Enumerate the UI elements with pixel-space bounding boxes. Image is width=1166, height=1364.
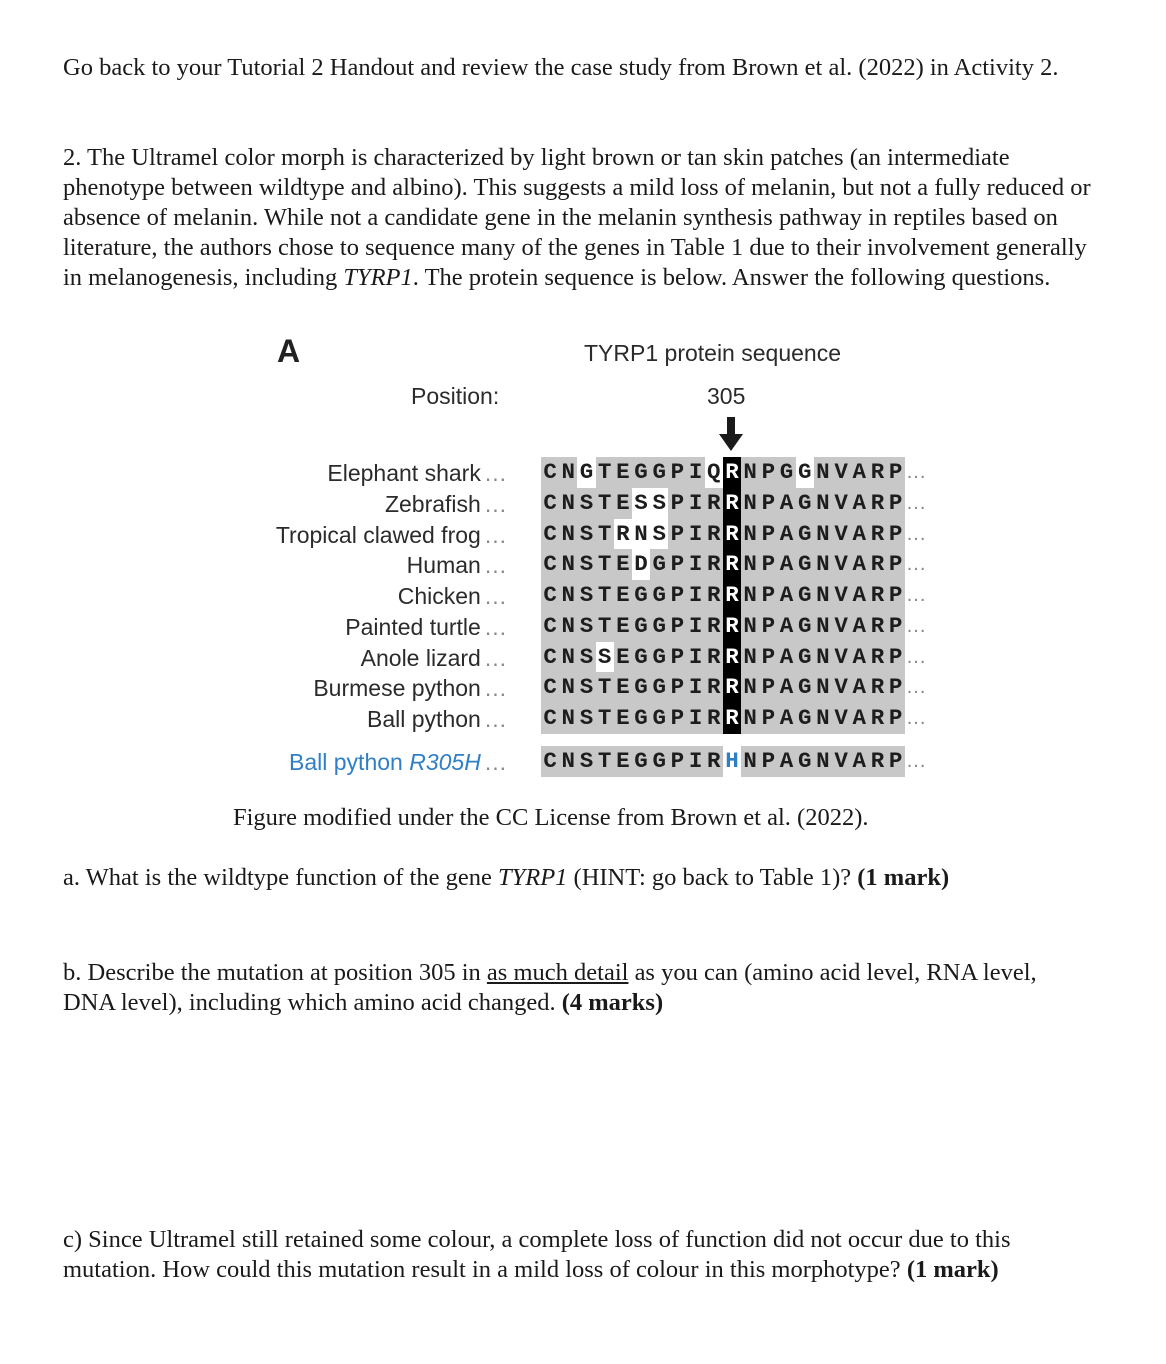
amino-acid: P <box>759 519 777 550</box>
amino-acid: R <box>868 519 886 550</box>
amino-acid: A <box>777 703 795 734</box>
amino-acid: P <box>887 672 905 703</box>
amino-acid: G <box>777 457 795 488</box>
amino-acid: E <box>614 703 632 734</box>
amino-acid: C <box>541 457 559 488</box>
amino-acid: T <box>596 457 614 488</box>
amino-acid: T <box>596 549 614 580</box>
amino-acid: C <box>541 519 559 550</box>
amino-acid: P <box>668 549 686 580</box>
amino-acid: E <box>614 549 632 580</box>
amino-acid: N <box>559 703 577 734</box>
trailing-ellipsis: ... <box>906 523 927 545</box>
amino-acid: R <box>868 549 886 580</box>
amino-acid: I <box>687 672 705 703</box>
amino-acid: P <box>887 519 905 550</box>
amino-acid: G <box>632 611 650 642</box>
amino-acid: P <box>759 580 777 611</box>
amino-acid: N <box>559 457 577 488</box>
amino-acid: R <box>705 672 723 703</box>
amino-acid: P <box>759 642 777 673</box>
leading-ellipsis: ... <box>484 522 507 548</box>
species-name: Elephant shark <box>327 460 481 486</box>
species-label <box>345 613 507 641</box>
amino-acid: V <box>832 642 850 673</box>
amino-acid: G <box>632 642 650 673</box>
species-sequence <box>541 703 926 734</box>
amino-acid: A <box>850 519 868 550</box>
residue-305: R <box>723 549 741 580</box>
amino-acid: G <box>650 642 668 673</box>
amino-acid: S <box>577 703 595 734</box>
amino-acid: G <box>650 746 668 777</box>
amino-acid: R <box>868 488 886 519</box>
residue-305: R <box>723 703 741 734</box>
species-name: Ball python <box>289 749 410 775</box>
down-arrow-icon <box>718 417 744 453</box>
amino-acid: C <box>541 611 559 642</box>
amino-acid: R <box>705 488 723 519</box>
amino-acid: T <box>596 611 614 642</box>
amino-acid: A <box>850 703 868 734</box>
amino-acid: E <box>614 457 632 488</box>
mutated-residue: H <box>723 746 741 777</box>
question-b-emphasis: as much detail <box>486 959 629 986</box>
species-sequence <box>541 519 926 550</box>
leading-ellipsis: ... <box>484 614 507 640</box>
trailing-ellipsis: ... <box>906 646 927 668</box>
amino-acid: P <box>668 642 686 673</box>
figure-caption <box>233 803 1133 833</box>
amino-acid: P <box>759 457 777 488</box>
amino-acid: N <box>814 580 832 611</box>
amino-acid: N <box>741 519 759 550</box>
trailing-ellipsis: ... <box>906 584 927 606</box>
amino-acid: T <box>596 746 614 777</box>
amino-acid: R <box>705 519 723 550</box>
species-sequence <box>541 549 926 580</box>
amino-acid: A <box>777 642 795 673</box>
amino-acid: P <box>759 611 777 642</box>
amino-acid: A <box>850 580 868 611</box>
amino-acid: R <box>705 642 723 673</box>
amino-acid: N <box>814 611 832 642</box>
amino-acid: V <box>832 746 850 777</box>
amino-acid: G <box>796 642 814 673</box>
species-sequence <box>541 672 926 703</box>
variant-residue: N <box>632 519 650 550</box>
amino-acid: G <box>632 457 650 488</box>
amino-acid: I <box>687 580 705 611</box>
amino-acid: R <box>705 611 723 642</box>
species-name: Zebrafish <box>384 491 481 517</box>
amino-acid: N <box>814 672 832 703</box>
intro-paragraph <box>63 53 1093 83</box>
species-name: Human <box>406 552 481 578</box>
amino-acid: C <box>541 672 559 703</box>
species-name: Burmese python <box>313 675 481 701</box>
amino-acid: A <box>850 611 868 642</box>
amino-acid: G <box>632 746 650 777</box>
amino-acid: T <box>596 519 614 550</box>
amino-acid: P <box>887 746 905 777</box>
amino-acid: A <box>777 672 795 703</box>
amino-acid: N <box>559 519 577 550</box>
amino-acid: G <box>650 580 668 611</box>
question-c-marks: (1 mark) <box>906 1256 999 1283</box>
question-2-text-end: . The protein sequence is below. Answer the following questions. <box>412 264 1051 291</box>
mutation-name: R305H <box>409 749 481 775</box>
species-label <box>398 582 507 610</box>
residue-305: R <box>723 488 741 519</box>
amino-acid: V <box>832 703 850 734</box>
trailing-ellipsis: ... <box>906 553 927 575</box>
variant-residue: D <box>632 549 650 580</box>
amino-acid: R <box>868 611 886 642</box>
amino-acid: G <box>796 519 814 550</box>
amino-acid: P <box>887 457 905 488</box>
amino-acid: V <box>832 488 850 519</box>
leading-ellipsis: ... <box>484 749 507 775</box>
variant-residue: G <box>796 457 814 488</box>
question-b-text-end: as you can (amino acid level, RNA level, DNA level), including which amino acid changed. <box>63 959 1037 1016</box>
amino-acid: N <box>814 746 832 777</box>
amino-acid: R <box>868 457 886 488</box>
residue-305: R <box>723 457 741 488</box>
species-name: Painted turtle <box>345 614 481 640</box>
variant-residue: S <box>650 488 668 519</box>
amino-acid: N <box>814 519 832 550</box>
amino-acid: G <box>796 549 814 580</box>
amino-acid: V <box>832 611 850 642</box>
species-sequence <box>541 488 926 519</box>
amino-acid: R <box>705 746 723 777</box>
amino-acid: A <box>777 611 795 642</box>
leading-ellipsis: ... <box>484 706 507 732</box>
question-b-text: b. Describe the mutation at position 305 in <box>63 959 487 986</box>
species-name: Tropical clawed frog <box>275 522 481 548</box>
leading-ellipsis: ... <box>484 583 507 609</box>
species-name: Anole lizard <box>360 645 481 671</box>
amino-acid: N <box>559 549 577 580</box>
amino-acid: S <box>577 642 595 673</box>
amino-acid: I <box>687 642 705 673</box>
amino-acid: R <box>868 580 886 611</box>
leading-ellipsis: ... <box>484 460 507 486</box>
amino-acid: G <box>632 703 650 734</box>
amino-acid: R <box>868 672 886 703</box>
amino-acid: P <box>887 549 905 580</box>
amino-acid: A <box>777 549 795 580</box>
amino-acid: I <box>687 519 705 550</box>
amino-acid: R <box>868 746 886 777</box>
amino-acid: P <box>668 703 686 734</box>
species-sequence <box>541 457 926 488</box>
gene-name: TYRP1 <box>343 264 413 291</box>
trailing-ellipsis: ... <box>906 461 927 483</box>
question-c <box>63 1225 1093 1285</box>
amino-acid: V <box>832 672 850 703</box>
amino-acid: N <box>814 488 832 519</box>
amino-acid: N <box>741 642 759 673</box>
species-label <box>313 674 507 702</box>
amino-acid: A <box>850 746 868 777</box>
amino-acid: S <box>577 519 595 550</box>
species-label <box>361 644 507 672</box>
amino-acid: P <box>759 703 777 734</box>
amino-acid: P <box>759 549 777 580</box>
amino-acid: N <box>559 488 577 519</box>
mutant-sequence <box>541 746 926 777</box>
amino-acid: G <box>796 672 814 703</box>
question-2-text: 2. The Ultramel color morph is characterized by light brown or tan skin patches (an intermediate phenotype between wildtype and albino). This suggests a mild loss of melanin, but not a fully reduced or absence of melanin. While not a candidate gene in the melanin synthesis pathway in reptiles based on literature, the authors chose to sequence many of the genes in Table 1 due to their involvement generally in melanogenesis, including <box>63 144 1091 291</box>
amino-acid: G <box>650 703 668 734</box>
amino-acid: N <box>559 642 577 673</box>
amino-acid: N <box>741 580 759 611</box>
amino-acid: R <box>705 549 723 580</box>
species-name: Ball python <box>367 706 481 732</box>
amino-acid: T <box>596 580 614 611</box>
amino-acid: N <box>814 703 832 734</box>
amino-acid: S <box>577 672 595 703</box>
variant-residue: S <box>650 519 668 550</box>
species-name: Chicken <box>397 583 481 609</box>
amino-acid: A <box>850 549 868 580</box>
amino-acid: T <box>596 488 614 519</box>
species-sequence <box>541 642 926 673</box>
residue-305: R <box>723 672 741 703</box>
amino-acid: P <box>887 611 905 642</box>
amino-acid: R <box>705 703 723 734</box>
amino-acid: S <box>577 746 595 777</box>
residue-305: R <box>723 642 741 673</box>
question-a <box>63 863 1093 893</box>
amino-acid: N <box>741 672 759 703</box>
amino-acid: A <box>777 580 795 611</box>
leading-ellipsis: ... <box>484 675 507 701</box>
leading-ellipsis: ... <box>484 491 507 517</box>
amino-acid: G <box>650 672 668 703</box>
amino-acid: N <box>741 488 759 519</box>
amino-acid: S <box>577 611 595 642</box>
position-label: Position: <box>411 383 500 409</box>
amino-acid: V <box>832 457 850 488</box>
amino-acid: T <box>596 672 614 703</box>
amino-acid: C <box>541 642 559 673</box>
amino-acid: P <box>759 746 777 777</box>
species-label <box>276 521 507 549</box>
amino-acid: I <box>687 611 705 642</box>
amino-acid: R <box>705 580 723 611</box>
amino-acid: I <box>687 488 705 519</box>
amino-acid: I <box>687 549 705 580</box>
amino-acid: V <box>832 549 850 580</box>
amino-acid: E <box>614 642 632 673</box>
amino-acid: N <box>741 746 759 777</box>
amino-acid: A <box>850 488 868 519</box>
amino-acid: G <box>796 611 814 642</box>
leading-ellipsis: ... <box>484 552 507 578</box>
amino-acid: I <box>687 703 705 734</box>
trailing-ellipsis: ... <box>906 615 927 637</box>
amino-acid: E <box>614 746 632 777</box>
amino-acid: A <box>850 642 868 673</box>
amino-acid: G <box>796 746 814 777</box>
amino-acid: P <box>887 703 905 734</box>
question-a-text: a. What is the wildtype function of the gene <box>63 864 498 891</box>
amino-acid: G <box>796 488 814 519</box>
amino-acid: N <box>814 457 832 488</box>
amino-acid: E <box>614 580 632 611</box>
amino-acid: E <box>614 488 632 519</box>
species-label <box>385 490 507 518</box>
variant-residue: S <box>632 488 650 519</box>
amino-acid: C <box>541 488 559 519</box>
amino-acid: G <box>650 549 668 580</box>
amino-acid: C <box>541 746 559 777</box>
amino-acid: G <box>796 580 814 611</box>
amino-acid: P <box>759 672 777 703</box>
amino-acid: N <box>741 457 759 488</box>
gene-name: TYRP1 <box>497 864 568 891</box>
question-2-paragraph <box>63 143 1093 293</box>
mutant-species-label <box>289 748 507 776</box>
amino-acid: N <box>741 611 759 642</box>
trailing-ellipsis: ... <box>906 707 927 729</box>
question-c-text: c) Since Ultramel still retained some colour, a complete loss of function did not occur due to this mutation. How could this mutation result in a mild loss of colour in this morphotype? <box>63 1226 1011 1283</box>
amino-acid: R <box>868 642 886 673</box>
amino-acid: P <box>668 672 686 703</box>
amino-acid: N <box>814 642 832 673</box>
species-sequence <box>541 611 926 642</box>
amino-acid: N <box>741 703 759 734</box>
amino-acid: P <box>668 457 686 488</box>
amino-acid: A <box>850 457 868 488</box>
amino-acid: G <box>650 611 668 642</box>
species-label <box>367 705 507 733</box>
amino-acid: C <box>541 703 559 734</box>
variant-residue: S <box>596 642 614 673</box>
amino-acid: A <box>850 672 868 703</box>
amino-acid: G <box>632 672 650 703</box>
amino-acid: V <box>832 580 850 611</box>
leading-ellipsis: ... <box>484 645 507 671</box>
amino-acid: C <box>541 549 559 580</box>
amino-acid: A <box>777 746 795 777</box>
caption-text: Figure modified under the CC License from Brown et al. (2022). <box>233 804 869 831</box>
amino-acid: P <box>668 580 686 611</box>
amino-acid: G <box>650 457 668 488</box>
residue-305: R <box>723 580 741 611</box>
amino-acid: N <box>559 746 577 777</box>
amino-acid: N <box>559 611 577 642</box>
species-label <box>407 551 507 579</box>
species-label <box>327 459 507 487</box>
amino-acid: A <box>777 519 795 550</box>
amino-acid: N <box>559 672 577 703</box>
question-b <box>63 958 1093 1018</box>
amino-acid: P <box>668 519 686 550</box>
amino-acid: E <box>614 611 632 642</box>
amino-acid: I <box>687 457 705 488</box>
amino-acid: S <box>577 488 595 519</box>
residue-305: R <box>723 611 741 642</box>
trailing-ellipsis: ... <box>906 492 927 514</box>
panel-letter: A <box>277 333 301 369</box>
amino-acid: P <box>759 488 777 519</box>
variant-residue: Q <box>705 457 723 488</box>
amino-acid: S <box>577 549 595 580</box>
amino-acid: P <box>887 642 905 673</box>
amino-acid: P <box>668 611 686 642</box>
figure-title: TYRP1 protein sequence <box>584 340 841 366</box>
variant-residue: G <box>577 457 595 488</box>
amino-acid: R <box>868 703 886 734</box>
amino-acid: G <box>632 580 650 611</box>
amino-acid: G <box>796 703 814 734</box>
amino-acid: S <box>577 580 595 611</box>
intro-text: Go back to your Tutorial 2 Handout and review the case study from Brown et al. (2022) in Activity 2. <box>63 54 1059 81</box>
amino-acid: A <box>777 488 795 519</box>
amino-acid: P <box>668 746 686 777</box>
amino-acid: E <box>614 672 632 703</box>
amino-acid: P <box>887 488 905 519</box>
amino-acid: P <box>668 488 686 519</box>
question-a-text-end: (HINT: go back to Table 1)? <box>567 864 858 891</box>
amino-acid: N <box>559 580 577 611</box>
amino-acid: C <box>541 580 559 611</box>
question-a-marks: (1 mark) <box>857 864 950 891</box>
position-number: 305 <box>707 383 746 409</box>
amino-acid: N <box>741 549 759 580</box>
amino-acid: V <box>832 519 850 550</box>
amino-acid: I <box>687 746 705 777</box>
species-sequence <box>541 580 926 611</box>
residue-305: R <box>723 519 741 550</box>
question-b-marks: (4 marks) <box>561 989 664 1016</box>
trailing-ellipsis: ... <box>906 750 927 772</box>
amino-acid: P <box>887 580 905 611</box>
variant-residue: R <box>614 519 632 550</box>
trailing-ellipsis: ... <box>906 676 927 698</box>
amino-acid: T <box>596 703 614 734</box>
amino-acid: N <box>814 549 832 580</box>
